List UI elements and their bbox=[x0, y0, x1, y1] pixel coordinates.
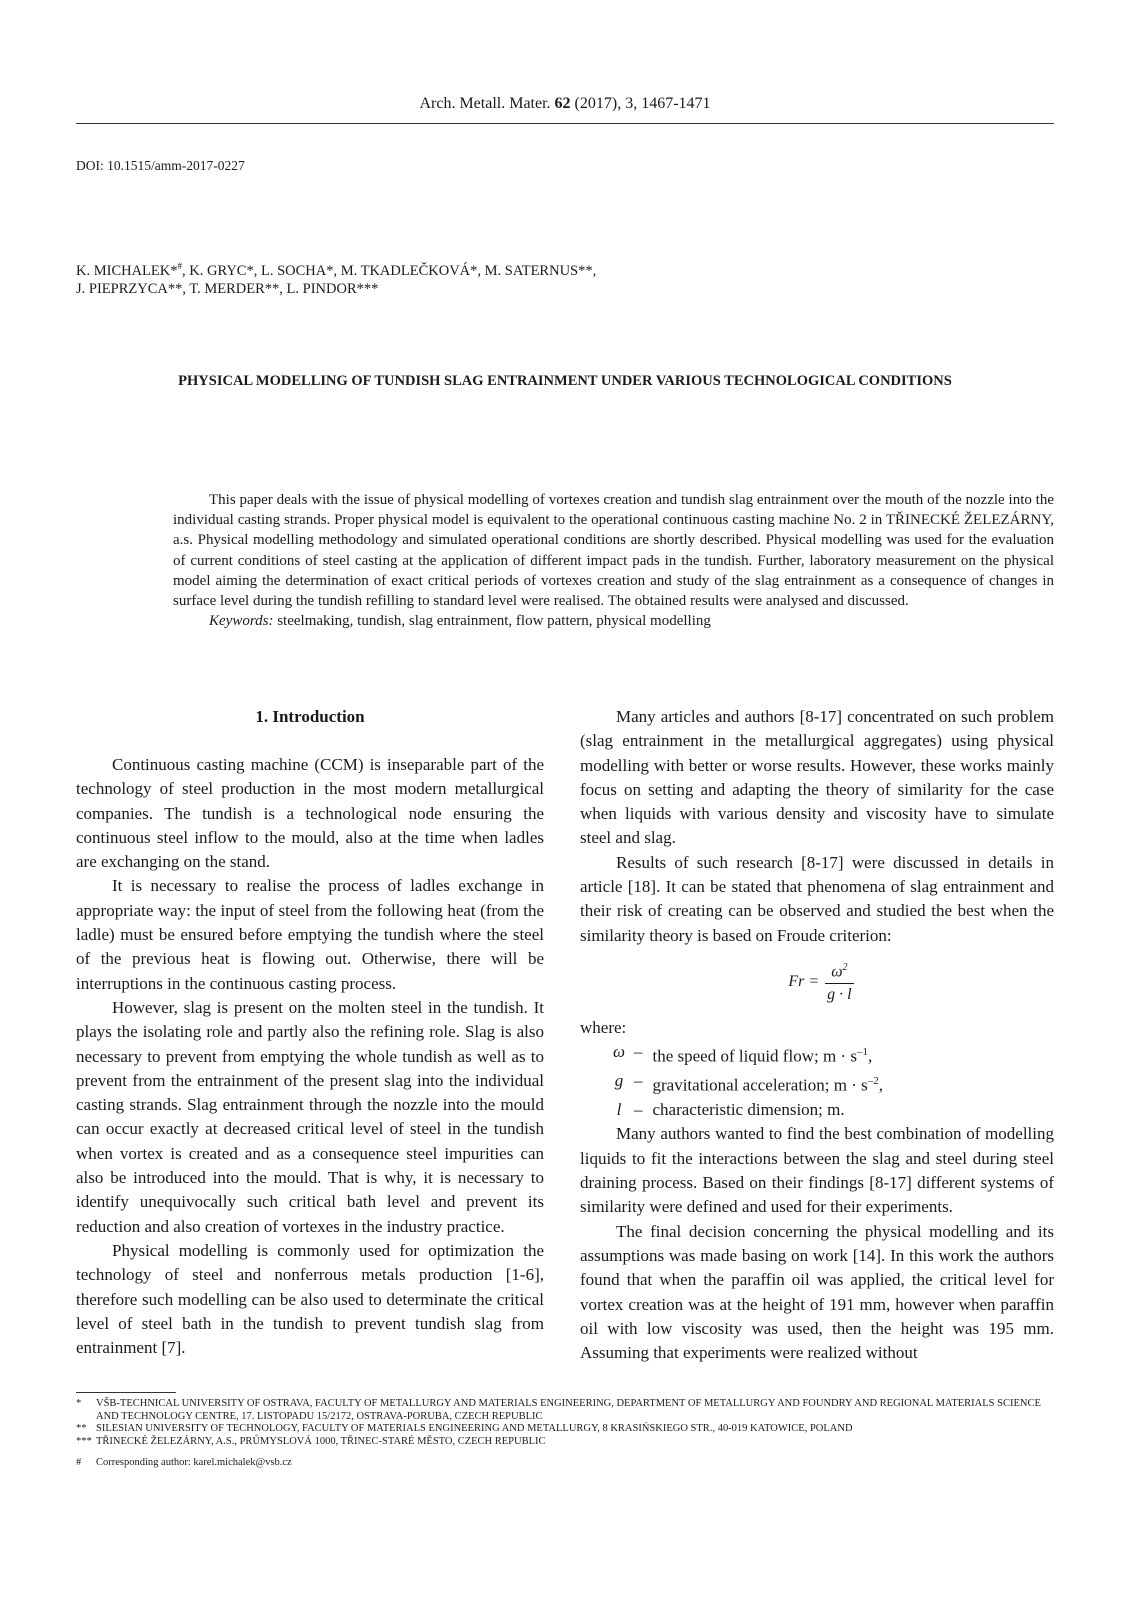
doi: DOI: 10.1515/amm-2017-0227 bbox=[76, 158, 245, 173]
paragraph: Results of such research [8-17] were discussed in details in article [18]. It can be stated that phenomena of slag entrainment and their risk of creating can be observed and studied the best when the similarity theory is based on Froude criterion: bbox=[580, 852, 1054, 945]
header-rule bbox=[76, 123, 1054, 124]
footnote-rule bbox=[76, 1392, 176, 1393]
right-column bbox=[580, 705, 1054, 1365]
paragraph: The final decision concerning the physical modelling and its assumptions was made basing on work [14]. In this work the authors found that when the paraffin oil was applied, the critical level for vortex creation was at the height of 191 mm, however when paraffin oil with low viscosity was used, then the height was 195 mm. Assuming that experiments were realized without bbox=[580, 1221, 1054, 1363]
equation-lhs: Fr = bbox=[788, 972, 820, 990]
author-line-2: J. PIEPRZYCA**, T. MERDER**, L. PINDOR*** bbox=[76, 281, 379, 297]
left-column bbox=[76, 705, 544, 1360]
variable-list bbox=[580, 1040, 1054, 1122]
journal-name: Arch. Metall. Mater. bbox=[419, 95, 555, 112]
author-list bbox=[76, 262, 976, 298]
journal-issue-pages: (2017), 3, 1467-1471 bbox=[570, 95, 711, 112]
equation-numerator: $\omega^2$ bbox=[825, 958, 853, 984]
abstract bbox=[173, 490, 1054, 631]
paragraph: Many articles and authors [8-17] concentrated on such problem (slag entrainment in the metallurgical aggregates) using physical modelling with better or worse results. However, these works mainly focus on setting and adapting the theory of similarity for the case when liquids with various density and viscosity have to simulate steel and slag. bbox=[580, 707, 1054, 848]
abstract-text: This paper deals with the issue of physical modelling of vortexes creation and tundish slag entrainment over the mouth of the nozzle into the individual casting strands. Proper physical model is equivalent to the operational continuous casting machine No. 2 in TŘINECKÉ ŽELEZÁRNY, a.s. Physical modelling methodology and simulated operational conditions are shortly described. Physical modelling was used for the evaluation of current conditions of steel casting at the application of different impact pads in the tundish. Further, laboratory measurement on the physical model aiming the determination of exact critical periods of vortexes creation and study of the slag entrainment as a consequence of changes in surface level during the tundish refilling to standard level were realised. The obtained results were analysed and discussed. bbox=[173, 492, 1054, 610]
footnote-affiliation-2: ** SILESIAN UNIVERSITY OF TECHNOLOGY, FACULTY OF MATERIALS ENGINEERING AND METALLURGY, 8 KRASIŃSKIEGO STR., 40-019 KATOWICE, POLAND bbox=[76, 1423, 853, 1435]
froude-equation bbox=[580, 948, 1054, 1016]
paragraph: Continuous casting machine (CCM) is inseparable part of the technology of steel production in the most modern metallurgical companies. The tundish is a technological node ensuring the continuous steel inflow to the mould, also at the time when ladles are exchanging on the stand. bbox=[76, 755, 544, 872]
equation-denominator: g · l bbox=[827, 986, 852, 1004]
author-line-1: K. MICHALEK*#, K. GRYC*, L. SOCHA*, M. TKADLEČKOVÁ*, M. SATERNUS**, bbox=[76, 261, 597, 279]
keywords-text: steelmaking, tundish, slag entrainment, flow pattern, physical modelling bbox=[273, 613, 711, 630]
footnotes bbox=[76, 1398, 1054, 1470]
equation-fraction bbox=[823, 958, 855, 1006]
footnote-affiliation-1: * VŠB-TECHNICAL UNIVERSITY OF OSTRAVA, FACULTY OF METALLURGY AND MATERIALS ENGINEERING, DEPARTMENT OF METALLURGY AND FOUNDRY AND REGIONAL MATERIALS SCIENCE AND TECHNOLOGY CENTRE, 17. LISTOPADU 15/2172, OSTRAVA-PORUBA, CZECH REPUBLIC bbox=[76, 1398, 1041, 1422]
variable-item: g – gravitational acceleration; $m \cdot s^{-2}$, bbox=[614, 1071, 883, 1095]
paragraph: Physical modelling is commonly used for optimization the technology of steel and nonferrous metals production [1-6], therefore such modelling can be also used to determinate the critical level of steel bath in the tundish to prevent tundish slag from entrainment [7]. bbox=[76, 1240, 544, 1358]
variable-item: l – characteristic dimension; m. bbox=[616, 1100, 845, 1120]
keywords bbox=[173, 611, 1054, 631]
keywords-label: Keywords: bbox=[209, 613, 274, 630]
section-title-introduction: 1. Introduction bbox=[255, 707, 365, 726]
journal-volume: 62 bbox=[554, 95, 571, 112]
paragraph: It is necessary to realise the process of ladles exchange in appropriate way: the input of steel from the following heat (from the ladle) must be ensured before emptying the tundish where the steel of the previous heat is flowing out. Otherwise, there will be interruptions in the continuous casting process. bbox=[76, 876, 544, 993]
corresponding-mark: # bbox=[177, 261, 182, 272]
running-head bbox=[76, 94, 1054, 114]
paragraph: Many authors wanted to find the best combination of modelling liquids to fit the interactions between the slag and steel during steel draining process. Based on their findings [8-17] different systems of similarity were defined and used for their experiments. bbox=[580, 1124, 1054, 1217]
where-label: where: bbox=[580, 1017, 627, 1037]
variable-item: ω – the speed of liquid flow; $m \cdot s^{-1}$, bbox=[612, 1042, 873, 1066]
footnote-corresponding-author: # Corresponding author: karel.michalek@vsb.cz bbox=[76, 1457, 292, 1469]
footnote-affiliation-3: *** TŘINECKÉ ŽELEZÁRNY, A.S., PRŮMYSLOVÁ 1000, TŘINEC-STARÉ MĚSTO, CZECH REPUBLIC bbox=[76, 1435, 546, 1447]
paper-title: PHYSICAL MODELLING OF TUNDISH SLAG ENTRAINMENT UNDER VARIOUS TECHNOLOGICAL CONDITIONS bbox=[178, 373, 952, 389]
paragraph: However, slag is present on the molten steel in the tundish. It plays the isolating role and partly also the refining role. Slag is also necessary to prevent from emptying the whole tundish as well as to prevent from the entrainment of the present slag into the individual casting strands. Slag entrainment through the nozzle into the mould can occur exactly at decreased critical level of steel in the tundish when vortex is created and as a consequence steel impurities can also be introduced into the mould. That is why, it is necessary to identify unequivocally such critical bath level and prevent its reduction and also creation of vortexes in the industry practice. bbox=[76, 997, 544, 1236]
